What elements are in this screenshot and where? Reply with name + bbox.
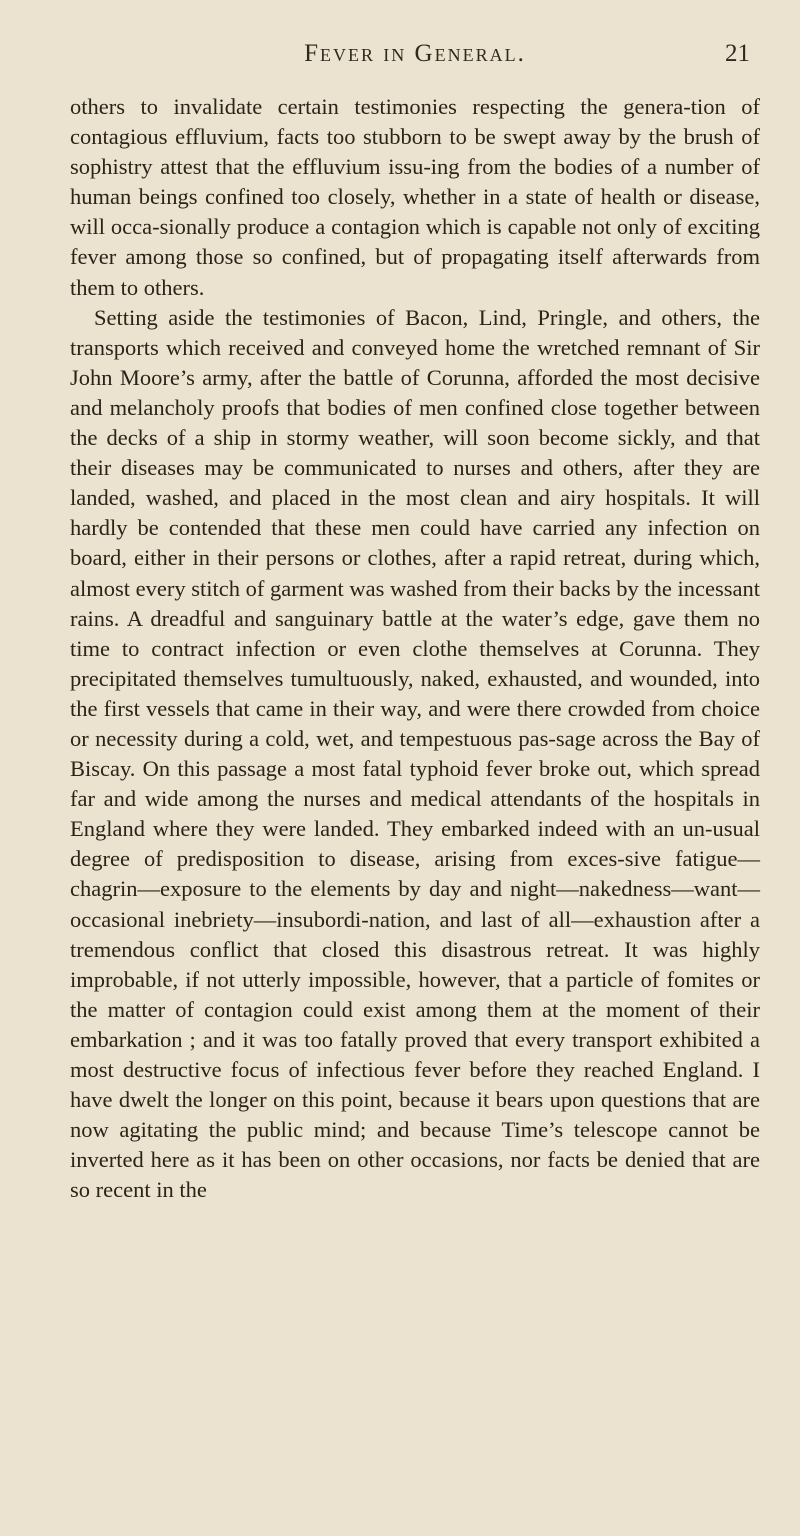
paragraph-2: Setting aside the testimonies of Bacon, Lind, Pringle, and others, the transports which received and conveyed home the wretched remnant of Sir John Moore’s army, after the battle of Corunna, afforded the most decisive and melancholy proofs that bodies of men confined close together between the decks of a ship in stormy weather, will soon become sickly, and that their diseases may be communicated to nurses and others, after they are landed, washed, and placed in the most clean and airy hospitals. It will hardly be contended that these men could have carried any infection on board, either in their persons or clothes, after a rapid retreat, during which, almost every stitch of garment was washed from their backs by the incessant rains. A dreadful and sanguinary battle at the water’s edge, gave them no time to contract infection or even clothe themselves at Corunna. They precipitated themselves tumultuously, naked, exhausted, and wounded, into the first vessels that came in their way, and were there crowded from choice or necessity during a cold, wet, and tempestuous pas-sage across the Bay of Biscay. On this passage a most fatal typhoid fever broke out, which spread far and wide among the nurses and medical attendants of the hospitals in England where they were landed. They embarked indeed with an un-usual degree of predisposition to disease, arising from exces-sive fatigue—chagrin—exposure to the elements by day and night—nakedness—want— occasional inebriety—insubordi-nation, and last of all—exhaustion after a tremendous conflict that closed this disastrous retreat. It was highly improbable, if not utterly impossible, however, that a particle of fomites or the matter of contagion could exist among them at the moment of their embarkation ; and it was too fatally proved that every transport exhibited a most destructive focus of infectious fever before they reached England. I have dwelt the longer on this point, because it bears upon questions that are now agitating the public mind; and because Time’s telescope cannot be inverted here as it has been on other occasions, nor facts be denied that are so recent in the <box>70 304 760 1203</box>
paragraph-1: others to invalidate certain testimonies respecting the genera-tion of contagious effluvium, facts too stubborn to be swept away by the brush of sophistry attest that the effluvium issu-ing from the bodies of a number of human beings confined too closely, whether in a state of health or disease, will occa-sionally produce a contagion which is capable not only of exciting fever among those so confined, but of propagating itself afterwards from them to others. <box>70 94 760 300</box>
running-title: Fever in General. <box>304 40 526 67</box>
running-head <box>70 40 760 76</box>
page-number: 21 <box>725 40 750 67</box>
body-text <box>70 92 760 1205</box>
